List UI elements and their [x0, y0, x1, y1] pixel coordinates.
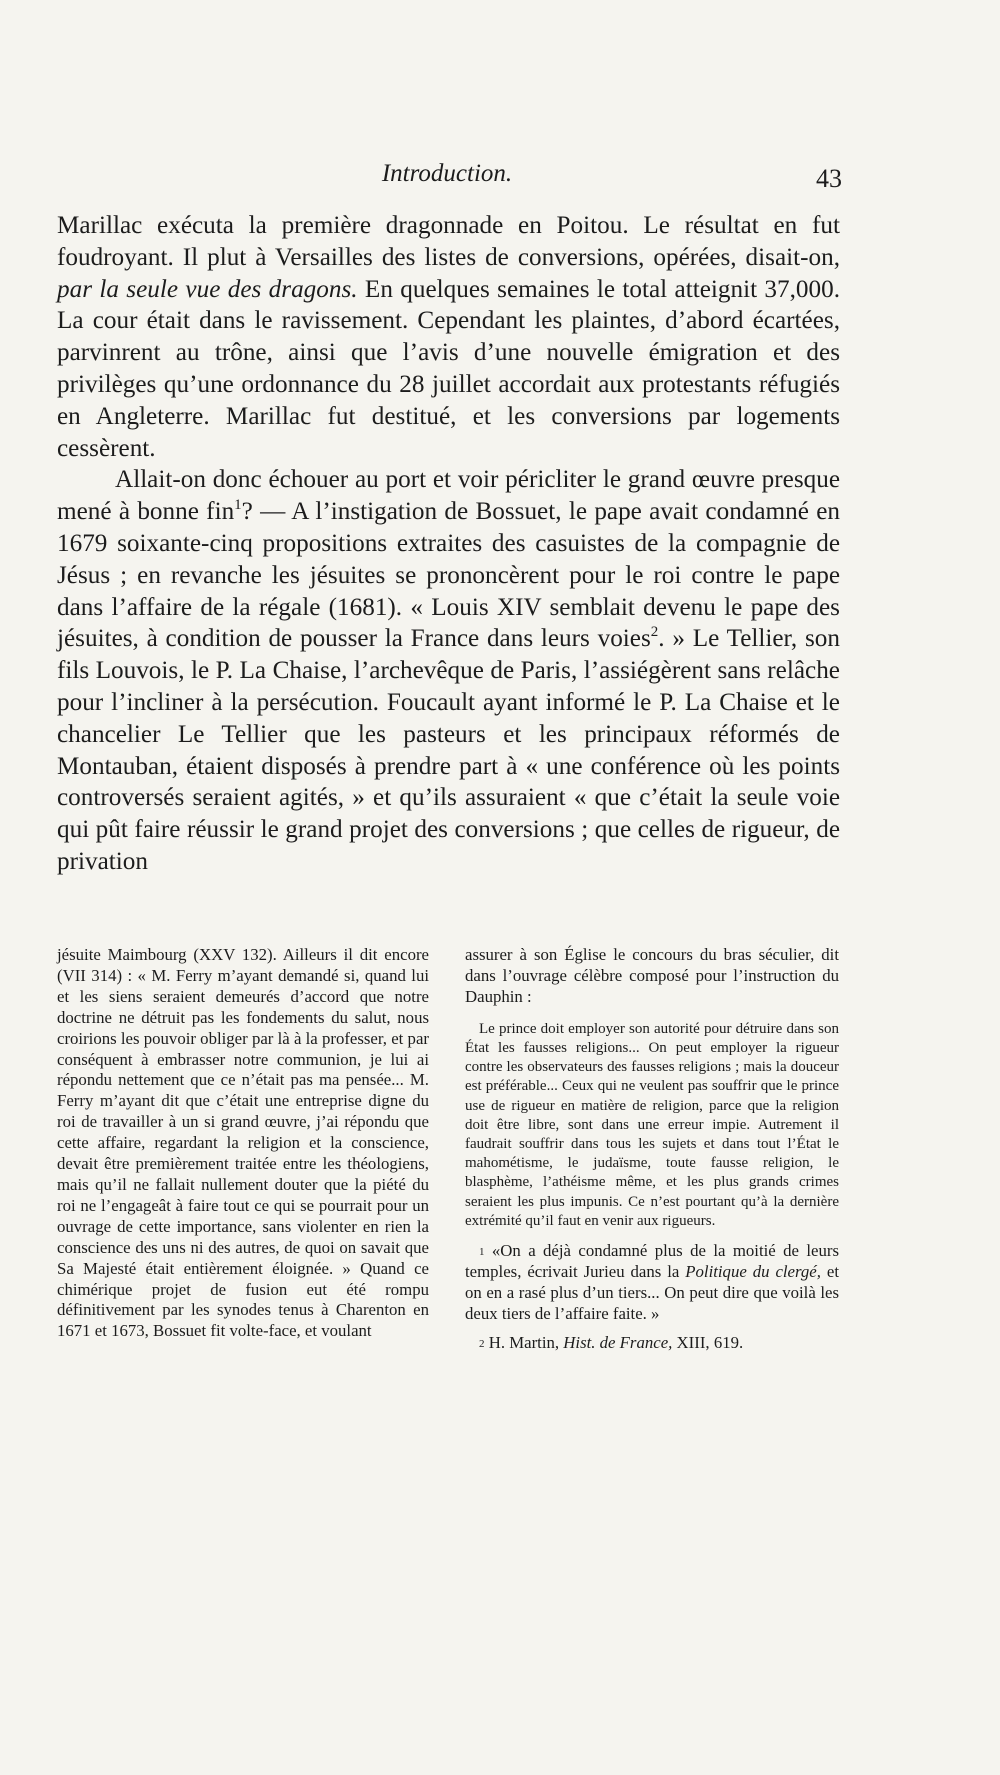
paragraph-2	[57, 464, 840, 877]
footnote-continuation: jésuite Maimbourg (XXV 132). Ailleurs il dit encore (VII 314) : « M. Ferry m’ayant demandé si, quand lui et les siens seraient demeurés d’accord que notre doctrine ne détruit pas les fondements du salut, nous croirions les pouvoir obliger par là à la professer, et par conséquent à embrasser notre communion, je lui ai répondu nettement que ce n’était pas ma pensée... M. Ferry m’ayant dit que c’était une entreprise digne du roi de travailler à un si grand œuvre, j’ai répondu que cette affaire, regardant la religion et la conscience, devait être premièrement traitée entre les théologiens, mais qu’il ne fallait nullement douter que la piété du roi ne l’engageât à faire tout ce qui se pourrait pour un ouvrage de cette importance, sans violenter en rien la conscience des uns ni des autres, de quoi on savait que Sa Majesté était entièrement éloignée. » Quand ce chimérique projet de fusion eut été rompu définitivement par les synodes tenus à Charenton en 1671 et 1673, Bossuet fit volte-face, et voulant	[57, 945, 429, 1341]
p2-text-a: Allait-on donc échouer au port et voir péricliter le grand œuvre presque mené à bonne fin	[57, 466, 840, 526]
footnote-2-italic: Hist. de France,	[563, 1332, 673, 1352]
footnote-2-mark: 2	[479, 1337, 485, 1350]
footnote-1-text-a: «On a déjà condamné plus de la moitié de leurs temples, écrivait Jurieu dans la	[465, 1240, 839, 1281]
footnote-ref-2: 2	[650, 624, 659, 641]
p2-text-c: . » Le Tellier, son fils Louvois, le P. La Chaise, l’archevêque de Paris, l’assiégèrent sans relâche pour l’incliner à la persécution. Foucault ayant informé le P. La Chaise et le chancelier Le Tellier que les pasteurs et les principaux réformés de Montauban, étaient disposés à prendre part à « une conférence où les points controversés seraient agités, » et qu’ils assuraient « que c’était la seule voie qui pût faire réussir le grand projet des conversions ; que celles de rigueur, de privation	[57, 625, 840, 875]
footnote-2	[465, 1333, 839, 1354]
footnotes-right-column	[465, 945, 839, 1353]
footnote-1-italic: Politique du clergé,	[685, 1261, 821, 1281]
p1-italic: par la seule vue des dragons.	[57, 275, 358, 303]
footnote-1-mark: 1	[479, 1245, 485, 1258]
running-title: Introduction.	[381, 160, 513, 187]
footnote-ref-1: 1	[234, 497, 242, 514]
page-number: 43	[816, 164, 842, 193]
p1-text-a: Marillac exécuta la première dragonnade en Poitou. Le résultat en fut foudroyant. Il plut à Versailles des listes de conversions, opérées, disait-on,	[57, 212, 840, 271]
main-text	[57, 210, 840, 878]
footnote-1-text-b: et on en a rasé plus d’un tiers... On peut dire que voilà les deux tiers de l’affaire faite. »	[465, 1261, 839, 1323]
footnote-continuation-right: assurer à son Église le concours du bras séculier, dit dans l’ouvrage célèbre composé pour l’instruction du Dauphin :	[465, 945, 839, 1006]
quotation-block: Le prince doit employer son autorité pour détruire dans son État les fausses religions... On peut employer la rigueur contre les observateurs des fausses religions ; mais la douceur est préférable... Ceux qui ne veulent pas souffrir que le prince use de rigueur en matière de religion, parce que la religion doit être libre, sont dans une erreur impie. Autrement il faudrait souffrir dans tous les sujets et dans tout l’État le mahométisme, le judaïsme, toute fausse religion, le blasphème, l’athéisme même, et les plus grands crimes seraient les plus impunis. Ce n’est pourtant qu’à la dernière extrémité qu’il faut en venir aux rigueurs.	[465, 1020, 839, 1229]
footnote-1	[465, 1241, 839, 1325]
footnote-2-text-a: H. Martin,	[484, 1332, 564, 1352]
footnote-2-text-b: XIII, 619.	[672, 1332, 744, 1352]
p1-text-b: En quelques semaines le total atteignit 37,000. La cour était dans le ravissement. Cependant les plaintes, d’abord écartées, parvinrent au trône, ainsi que l’avis d’une nouvelle émigration et des privilèges qu’une ordonnance du 28 juillet accordait aux protestants réfugiés en Angleterre. Marillac fut destitué, et les conversions par logements cessèrent.	[57, 275, 840, 462]
p2-text-b: ? — A l’instigation de Bossuet, le pape avait condamné en 1679 soixante-cinq propositions extraites des casuistes de la compagnie de Jésus ; en revanche les jésuites se prononcèrent pour le roi contre le pape dans l’affaire de la régale (1681). « Louis XIV semblait devenu le pape des jésuites, à condition de pousser la France dans leurs voies	[57, 498, 840, 653]
footnotes-left-column	[57, 945, 429, 1342]
paragraph-1	[57, 210, 840, 464]
